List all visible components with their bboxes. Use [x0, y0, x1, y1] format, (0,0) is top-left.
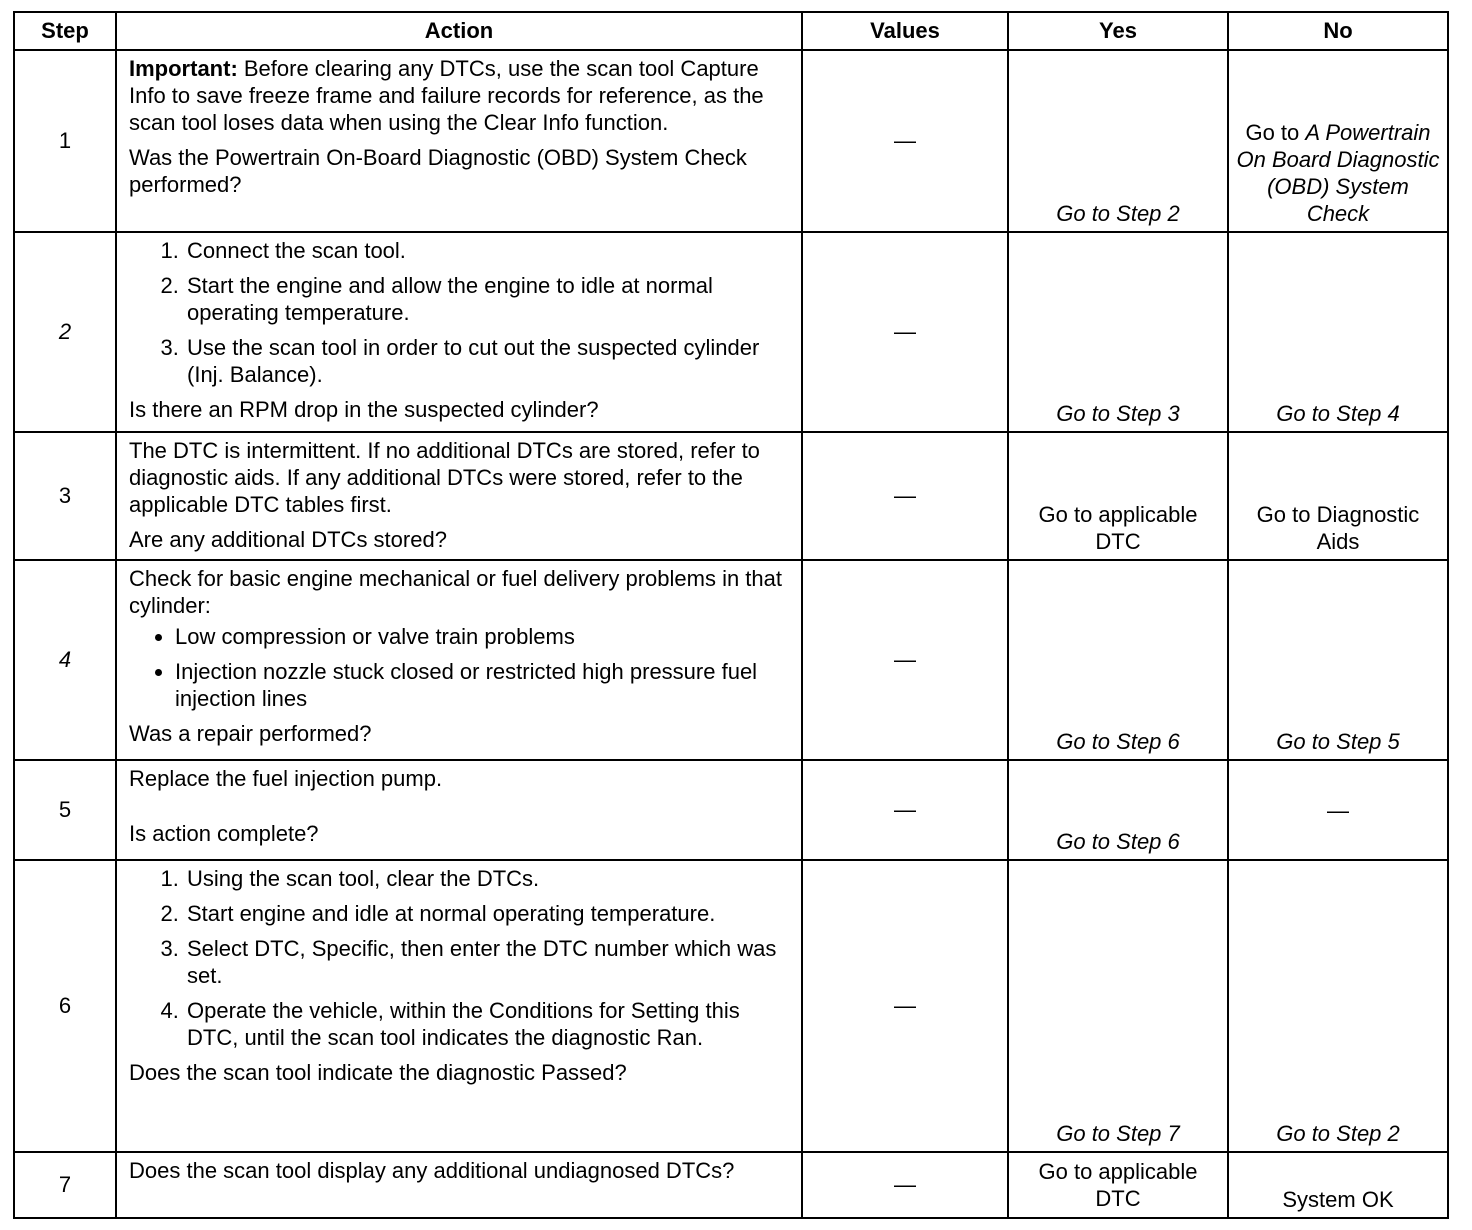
header-step: Step: [14, 12, 116, 50]
action-question: Was a repair performed?: [129, 721, 372, 746]
important-text: Before clearing any DTCs, use the scan tool Capture Info to save freeze frame and failure records for reference, as the scan tool loses data when using the Clear Info function.: [129, 56, 764, 135]
step-number: 1: [14, 50, 116, 232]
action-step: 2. Start engine and idle at normal operating temperature.: [185, 900, 789, 927]
action-step: 4. Operate the vehicle, within the Conditions for Setting this DTC, until the scan tool indicates the diagnostic Ran.: [185, 997, 789, 1051]
no-value: —: [1228, 760, 1448, 860]
values-cell: —: [802, 860, 1008, 1152]
bullet-item: • Low compression or valve train problems: [175, 623, 789, 650]
important-label: Important:: [129, 56, 238, 81]
no-link-prefix: Go to: [1245, 120, 1306, 145]
header-yes: Yes: [1008, 12, 1228, 50]
spacer: [129, 792, 789, 820]
action-question: Does the scan tool display any additional undiagnosed DTCs?: [129, 1158, 735, 1183]
action-bullets: [129, 623, 789, 712]
action-question: Is action complete?: [129, 821, 319, 846]
yes-link[interactable]: Go to applicable DTC: [1008, 432, 1228, 560]
action-cell: [116, 760, 802, 860]
action-cell: [116, 560, 802, 760]
no-link[interactable]: Go to Step 4: [1228, 232, 1448, 432]
action-step: 1. Using the scan tool, clear the DTCs.: [185, 865, 789, 892]
no-link[interactable]: Go to Step 5: [1228, 560, 1448, 760]
no-link-target[interactable]: A Powertrain On Board Diagnostic (OBD) System Check: [1236, 120, 1440, 226]
action-step: 2. Start the engine and allow the engine to idle at normal operating temperature.: [185, 272, 789, 326]
yes-link[interactable]: Go to Step 2: [1008, 50, 1228, 232]
table-row: [14, 432, 1448, 560]
header-values: Values: [802, 12, 1008, 50]
values-cell: —: [802, 232, 1008, 432]
action-steps: [129, 865, 789, 1051]
action-cell: [116, 432, 802, 560]
values-cell: —: [802, 432, 1008, 560]
action-text: Replace the fuel injection pump.: [129, 766, 443, 791]
table-row: [14, 860, 1448, 1152]
action-cell: [116, 860, 802, 1152]
action-step: 3. Use the scan tool in order to cut out the suspected cylinder (Inj. Balance).: [185, 334, 789, 388]
table-row: [14, 760, 1448, 860]
action-question: Was the Powertrain On-Board Diagnostic (OBD) System Check performed?: [129, 145, 747, 197]
step-number: 3: [14, 432, 116, 560]
values-cell: —: [802, 560, 1008, 760]
table-row: [14, 560, 1448, 760]
action-cell: [116, 50, 802, 232]
action-cell: [116, 1152, 802, 1218]
step-number: 6: [14, 860, 116, 1152]
action-text: Check for basic engine mechanical or fuel delivery problems in that cylinder:: [129, 566, 782, 618]
values-cell: —: [802, 50, 1008, 232]
yes-link[interactable]: Go to applicable DTC: [1008, 1152, 1228, 1218]
no-link[interactable]: [1228, 50, 1448, 232]
bullet-item: • Injection nozzle stuck closed or restricted high pressure fuel injection lines: [175, 658, 789, 712]
yes-link[interactable]: Go to Step 6: [1008, 760, 1228, 860]
header-action: Action: [116, 12, 802, 50]
action-text: The DTC is intermittent. If no additional DTCs are stored, refer to diagnostic aids. If any additional DTCs were stored, refer to the applicable DTC tables first.: [129, 438, 760, 517]
important-note: [129, 55, 789, 136]
step-number: 2: [14, 232, 116, 432]
action-question: Is there an RPM drop in the suspected cylinder?: [129, 397, 599, 422]
values-cell: —: [802, 760, 1008, 860]
diagnostic-table: [13, 11, 1449, 1219]
yes-link[interactable]: Go to Step 6: [1008, 560, 1228, 760]
header-no: No: [1228, 12, 1448, 50]
no-value: System OK: [1228, 1152, 1448, 1218]
table-row: [14, 232, 1448, 432]
step-number: 7: [14, 1152, 116, 1218]
values-cell: —: [802, 1152, 1008, 1218]
action-question: Are any additional DTCs stored?: [129, 527, 447, 552]
table-row: [14, 1152, 1448, 1218]
header-row: [14, 12, 1448, 50]
action-step: 1. Connect the scan tool.: [185, 237, 789, 264]
action-step: 3. Select DTC, Specific, then enter the DTC number which was set.: [185, 935, 789, 989]
yes-link[interactable]: Go to Step 3: [1008, 232, 1228, 432]
step-number: 4: [14, 560, 116, 760]
no-link[interactable]: Go to Step 2: [1228, 860, 1448, 1152]
no-link[interactable]: Go to Diagnostic Aids: [1228, 432, 1448, 560]
yes-link[interactable]: Go to Step 7: [1008, 860, 1228, 1152]
step-number: 5: [14, 760, 116, 860]
action-cell: [116, 232, 802, 432]
action-question: Does the scan tool indicate the diagnostic Passed?: [129, 1060, 627, 1085]
table-row: [14, 50, 1448, 232]
action-steps: [129, 237, 789, 388]
